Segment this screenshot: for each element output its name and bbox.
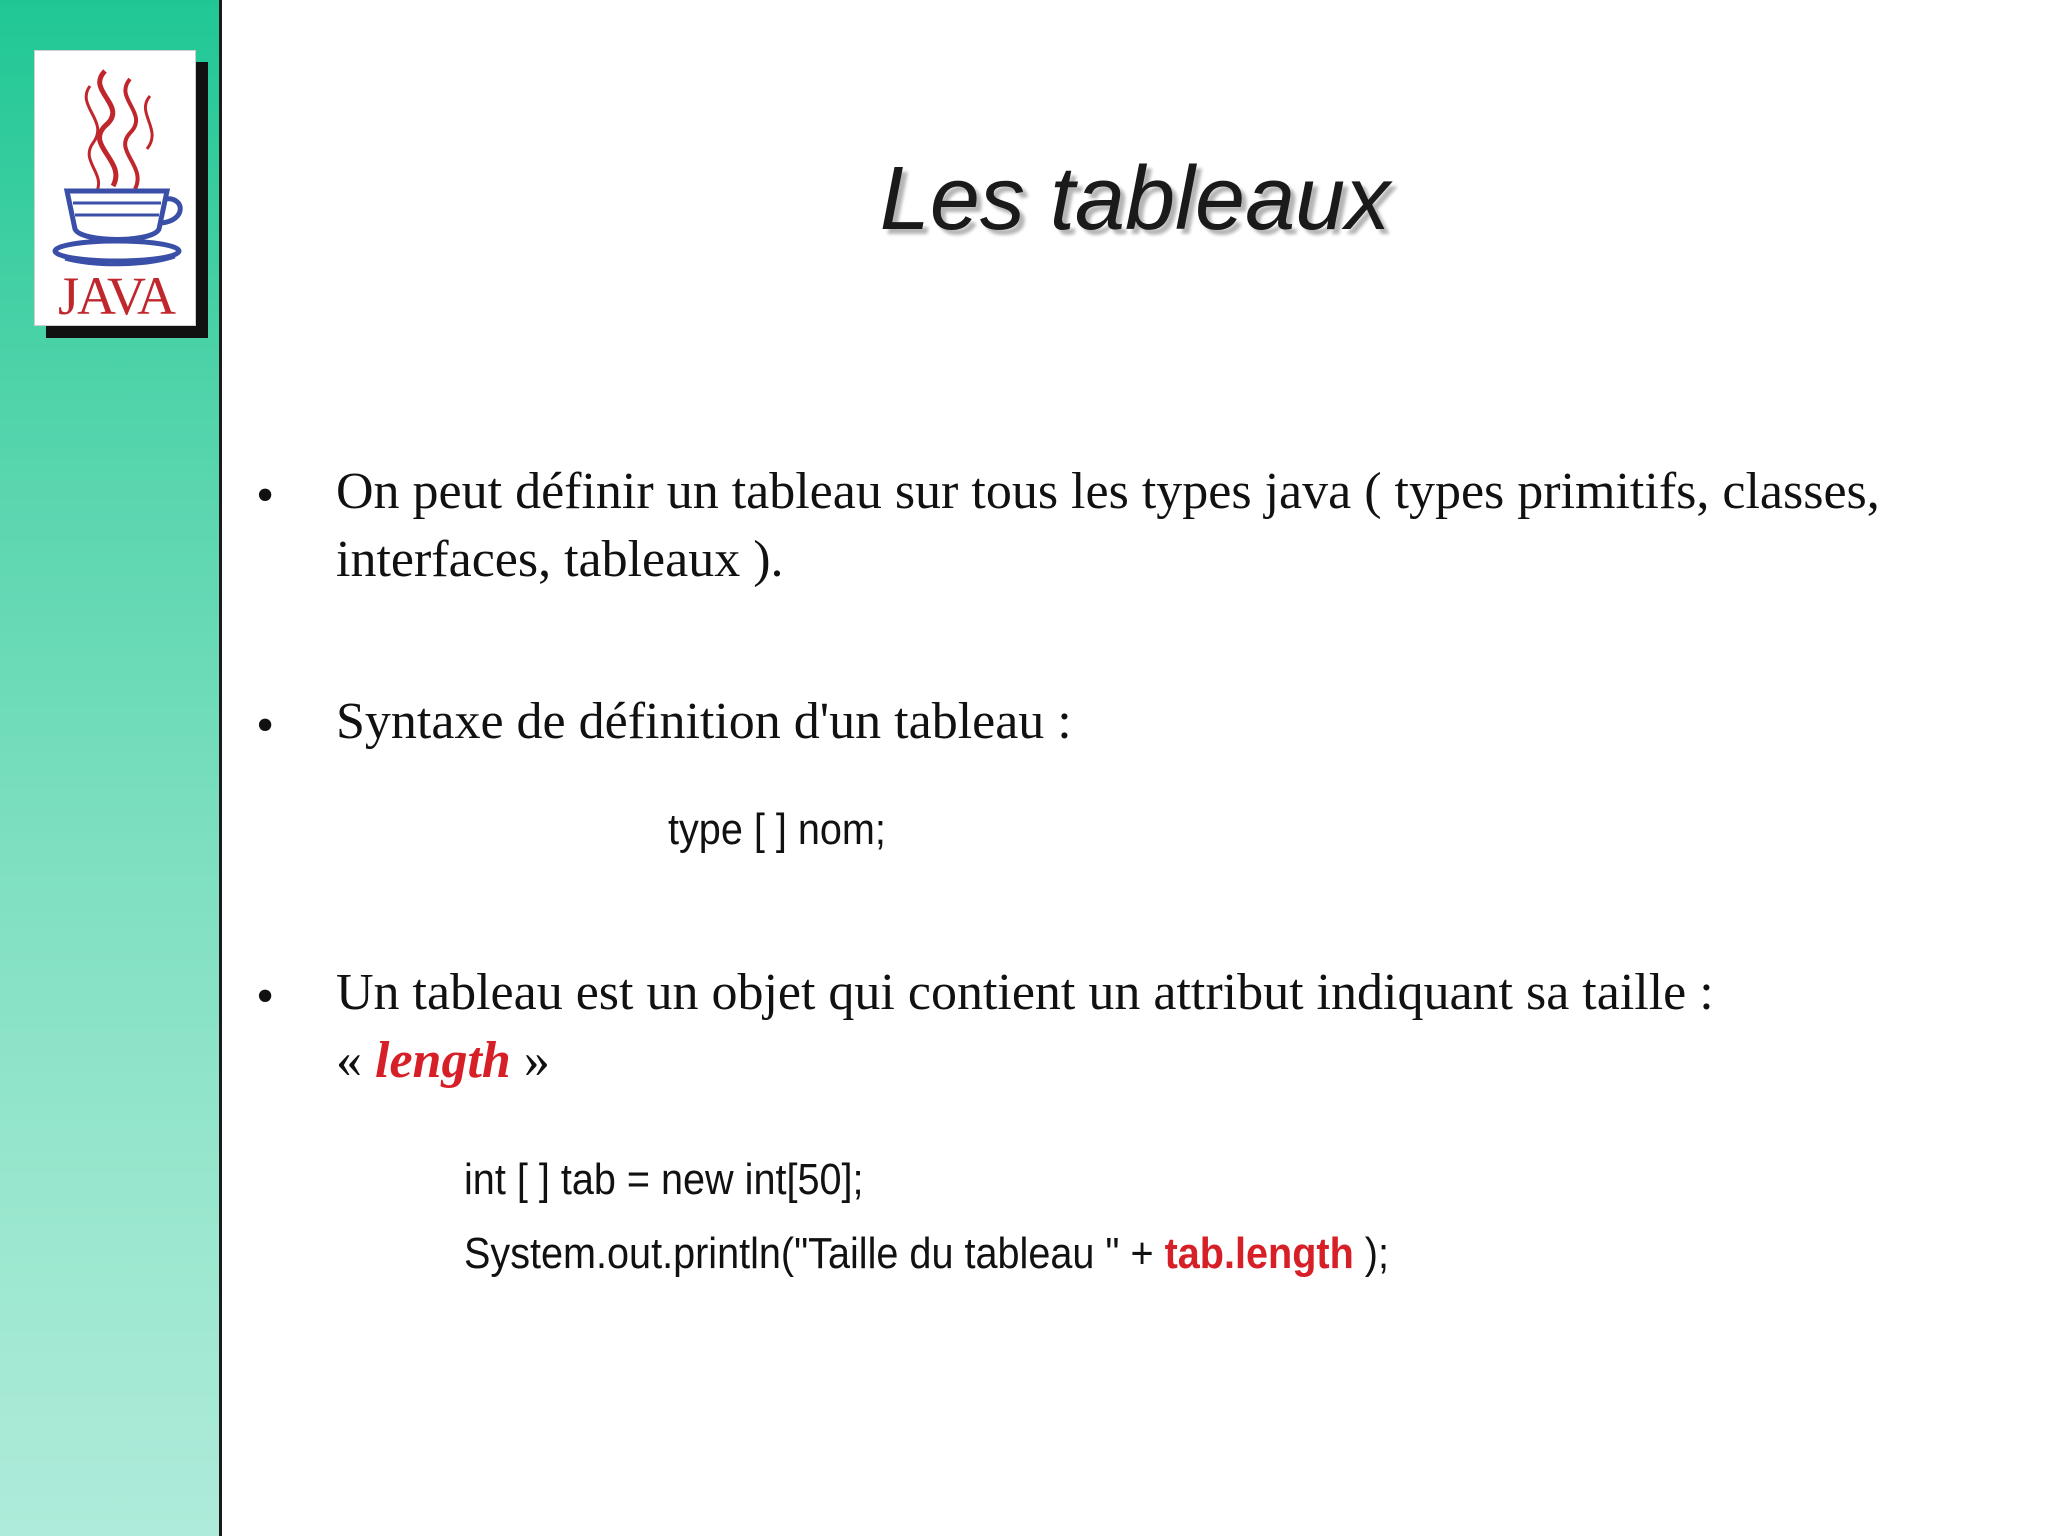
java-logo (34, 50, 196, 326)
code-line-2-prefix: System.out.println("Taille du tableau " + (464, 1229, 1165, 1278)
java-logo-text: JAVA (57, 266, 175, 326)
code-line-1: int [ ] tab = new int[50]; (464, 1155, 864, 1204)
bullet-text-3 (336, 959, 1896, 1095)
sidebar (0, 0, 222, 1536)
code-line-2-highlight: tab.length (1164, 1229, 1354, 1278)
bullet-text-2: Syntaxe de définition d'un tableau : (336, 693, 1072, 750)
bullet-text-3-main: Un tableau est un objet qui contient un attribut indiquant sa taille : (336, 964, 1714, 1021)
bullet-marker-3: • (256, 968, 275, 1025)
close-quote: » (510, 1032, 550, 1089)
bullet-marker-2: • (256, 697, 275, 754)
code-line-2 (464, 1229, 1389, 1278)
bullet-text-1: On peut définir un tableau sur tous les types java ( types primitifs, classes, interfaces, tableaux ). (336, 463, 1880, 588)
syntax-code: type [ ] nom; (668, 805, 886, 854)
length-keyword: length (375, 1032, 511, 1089)
open-quote: « (336, 1032, 375, 1089)
slide-title: Les tableaux (879, 149, 1391, 249)
code-line-2-suffix: ); (1353, 1229, 1389, 1278)
java-cup-icon (35, 51, 196, 271)
bullet-marker-1: • (256, 467, 275, 524)
